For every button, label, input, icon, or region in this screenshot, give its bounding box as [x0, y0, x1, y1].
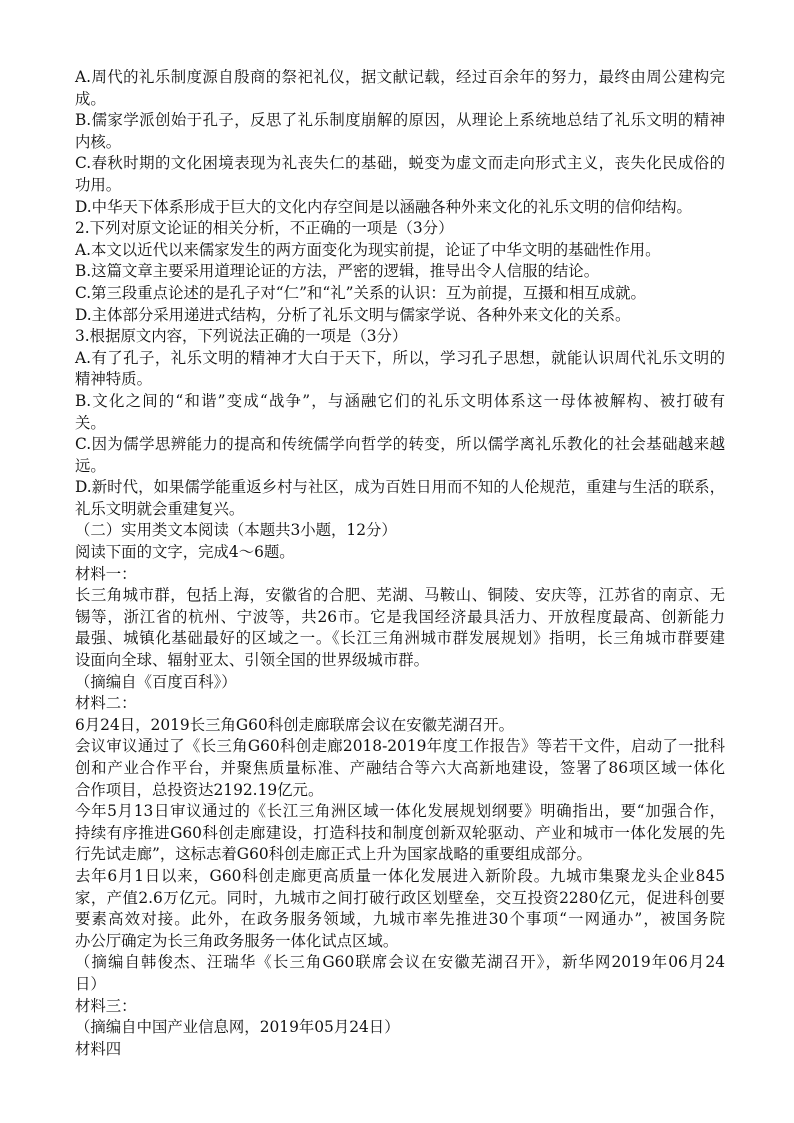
material-2-source-line-1: （摘编自韩俊杰、汪瑞华《长三角G60联席会议在安徽芜湖召开》，新华网2019年06月24 [75, 953, 725, 972]
material-2-line-9: 家，产值2.6万亿元。同时，九城市之间打破行政区划壁垒，交互投资2280亿元，促进科创要 [75, 888, 725, 907]
material-2-line-8: 去年6月1日以来，G60科创走廊更高质量一体化发展进入新阶段。九城市集聚龙头企业845 [75, 866, 725, 885]
option-1c-line-1: C.春秋时期的文化困境表现为礼丧失仁的基础，蜕变为虚文而走向形式主义，丧失化民成俗的 [75, 154, 725, 173]
option-1c-line-2: 功用。 [75, 175, 122, 194]
material-2-line-10: 要素高效对接。此外，在政务服务领域，九城市率先推进30个事项“一网通办”，被国务院 [75, 910, 725, 929]
option-3b-line-2: 关。 [75, 413, 106, 432]
option-3a-line-1: A.有了孔子，礼乐文明的精神才大白于天下，所以，学习孔子思想，就能认识周代礼乐文明的 [75, 348, 725, 367]
material-2-line-6: 持续有序推进G60科创走廊建设，打造科技和制度创新双轮驱动、产业和城市一体化发展的先 [75, 823, 725, 842]
section-heading: （二）实用类文本阅读（本题共3小题，12分） [75, 521, 397, 540]
option-3a-line-2: 精神特质。 [75, 370, 152, 389]
material-1-line-4: 设面向全球、辐射亚太、引领全国的世界级城市群。 [75, 651, 429, 670]
option-1b-line-1: B.儒家学派创始于孔子，反思了礼乐制度崩解的原因，从理论上系统地总结了礼乐文明的精神 [75, 111, 725, 130]
material-4-label: 材料四 [75, 1039, 122, 1058]
question-2-stem: 2.下列对原文论证的相关分析，不正确的一项是（3分） [75, 219, 454, 238]
material-2-line-11: 办公厅确定为长三角政务服务一体化试点区域。 [75, 931, 399, 950]
question-3-stem: 3.根据原文内容，下列说法正确的一项是（3分） [75, 327, 408, 346]
material-2-line-1: 6月24日，2019长三角G60科创走廊联席会议在安徽芜湖召开。 [75, 715, 515, 734]
material-1-source: （摘编自《百度百科》） [75, 672, 237, 691]
option-3d-line-2: 礼乐文明就会重建复兴。 [75, 499, 245, 518]
option-1d: D.中华天下体系形成于巨大的文化内存空间是以涵融各种外来文化的礼乐文明的信仰结构。 [75, 197, 692, 216]
material-2-source-line-2: 日） [75, 974, 106, 993]
document-page [75, 67, 725, 1060]
option-3c-line-1: C.因为儒学思辨能力的提高和传统儒学向哲学的转变，所以儒学离礼乐教化的社会基础越来越 [75, 435, 725, 454]
material-2-label: 材料二： [75, 694, 137, 713]
material-1-line-2: 锡等，浙江省的杭州、宁波等，共26市。它是我国经济最具活力、开放程度最高、创新能力 [75, 607, 725, 626]
option-1a-line-1: A.周代的礼乐制度源自殷商的祭祀礼仪，据文献记载，经过百余年的努力，最终由周公建构完 [75, 68, 725, 86]
material-1-line-1: 长三角城市群，包括上海，安徽省的合肥、芜湖、马鞍山、铜陵、安庆等，江苏省的南京、无 [75, 586, 725, 605]
option-2d: D.主体部分采用递进式结构，分析了礼乐文明与儒家学说、各种外来文化的关系。 [75, 305, 631, 324]
option-1b-line-2: 内核。 [75, 132, 122, 151]
material-2-line-4: 合作项目，总投资达2192.19亿元。 [75, 780, 324, 799]
option-2a: A.本文以近代以来儒家发生的两方面变化为现实前提，论证了中华文明的基础性作用。 [75, 240, 661, 259]
material-1-line-3: 最强、城镇化基础最好的区域之一。《长江三角洲城市群发展规划》指明，长三角城市群要建 [75, 629, 725, 648]
option-2c: C.第三段重点论述的是孔子对“仁”和“礼”关系的认识：互为前提，互摄和相互成就。 [75, 283, 646, 302]
material-2-line-7: 行先试走廊”，这标志着G60科创走廊正式上升为国家战略的重要组成部分。 [75, 845, 592, 864]
material-2-line-5: 今年5月13日审议通过的《长江三角洲区域一体化发展规划纲要》明确指出，要“加强合作， [75, 802, 725, 821]
option-2b: B.这篇文章主要采用道理论证的方法，严密的逻辑，推导出令人信服的结论。 [75, 262, 600, 281]
option-3d-line-1: D.新时代，如果儒学能重返乡村与社区，成为百姓日用而不知的人伦规范，重建与生活的联系， [75, 478, 725, 497]
option-1a-line-2: 成。 [75, 89, 106, 108]
material-2-line-3: 创和产业合作平台，并聚焦质量标准、产融结合等六大高新地建设，签署了86项区域一体化 [75, 759, 725, 777]
material-3-source: （摘编自中国产业信息网，2019年05月24日） [75, 1018, 400, 1037]
option-3c-line-2: 远。 [75, 456, 106, 475]
reading-instruction: 阅读下面的文字，完成4～6题。 [75, 543, 295, 562]
material-2-line-2: 会议审议通过了《长三角G60科创走廊2018-2019年度工作报告》等若干文件，启动了一批科 [75, 737, 725, 756]
option-3b-line-1: B.文化之间的“和谐”变成“战争”，与涵融它们的礼乐文明体系这一母体被解构、被打破有 [75, 391, 725, 410]
material-1-label: 材料一： [75, 564, 137, 583]
material-3-label: 材料三： [75, 996, 137, 1015]
